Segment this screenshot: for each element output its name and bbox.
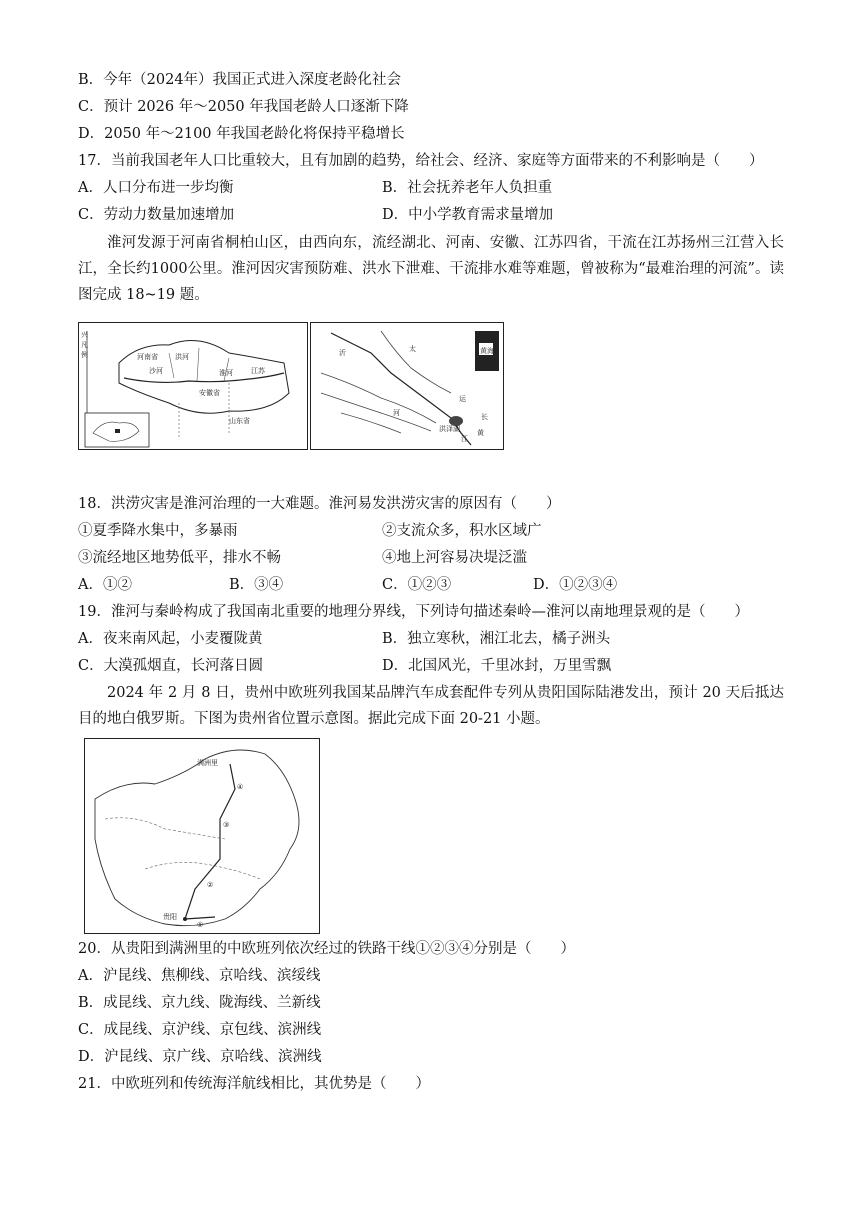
map1-label-he: 河: [393, 409, 400, 417]
map1-label-henan: 河南省: [137, 353, 158, 361]
q17-option-d: D．中小学教育需求量增加: [382, 207, 554, 223]
map1-label-sea: 黄海: [480, 347, 494, 355]
q19-option-d: D．北国风光，千里冰封，万里雪飘: [382, 658, 612, 674]
map1-legend-2: 凡: [81, 341, 88, 349]
q19-stem: 19．淮河与秦岭构成了我国南北重要的地理分界线，下列诗句描述秦岭—淮河以南地理景观的是（ ）: [78, 604, 749, 620]
map2-marker-1: ①: [197, 921, 204, 929]
q20-option-a: A．沪昆线、焦柳线、京哈线、滨绥线: [78, 968, 321, 984]
q17-option-c: C．劳动力数量加速增加: [78, 207, 235, 223]
guizhou-passage: 2024 年 2 月 8 日，贵州中欧班列我国某品牌汽车成套配件专列从贵阳国际陆港发出，预计 20 天后抵达目的地白俄罗斯。下图为贵州省位置示意图。据此完成下面 20-21 小题。: [78, 685, 784, 727]
map1-label-shandong: 山东省: [229, 417, 250, 425]
q16-option-d: D．2050 年～2100 年我国老龄化将保持平稳增长: [78, 126, 405, 142]
q18-stem: 18．洪涝灾害是淮河治理的一大难题。淮河易发洪涝灾害的原因有（ ）: [78, 496, 561, 512]
q20-stem: 20．从贵阳到满洲里的中欧班列依次经过的铁路干线①②③④分别是（ ）: [78, 941, 575, 957]
map2-marker-4: ④: [237, 783, 244, 791]
map1-label-yi: 沂: [339, 349, 346, 357]
map2-label-manzhouli: 满洲里: [197, 759, 218, 767]
china-railway-map: [84, 738, 320, 934]
q18-statement-3: ③流经地区地势低平，排水不畅: [78, 550, 281, 566]
q17-stem: 17．当前我国老年人口比重较大，且有加剧的趋势，给社会、经济、家庭等方面带来的不利影响是（ ）: [78, 153, 764, 169]
q18-option-d: D．①②③④: [533, 577, 618, 593]
map1-label-tai: 太: [409, 345, 416, 353]
q20-option-c: C．成昆线、京沪线、京包线、滨洲线: [78, 1022, 322, 1038]
map1-label-huaihe: 淮河: [219, 369, 233, 377]
q17-option-b: B．社会抚养老年人负担重: [382, 180, 553, 196]
q19-option-b: B．独立寒秋，湘江北去，橘子洲头: [382, 631, 611, 647]
map1-label-yun: 运: [459, 395, 466, 403]
q18-statement-4: ④地上河容易决堤泛滥: [382, 550, 527, 566]
q20-option-d: D．沪昆线、京广线、京哈线、滨洲线: [78, 1049, 322, 1065]
q19-option-c: C．大漠孤烟直，长河落日圆: [78, 658, 264, 674]
q18-option-c: C．①②③: [382, 577, 452, 593]
q16-option-c: C．预计 2026 年～2050 年我国老龄人口逐渐下降: [78, 99, 409, 115]
q20-option-b: B．成昆线、京九线、陇海线、兰新线: [78, 995, 321, 1011]
q17-option-a: A．人口分布进一步均衡: [78, 180, 234, 196]
q19-option-a: A．夜来南风起，小麦覆陇黄: [78, 631, 263, 647]
map1-legend-3: 例: [81, 351, 88, 359]
map2-marker-2: ②: [207, 881, 214, 889]
map1-label-chang: 长: [481, 413, 488, 421]
q18-option-b: B．③④: [229, 577, 284, 593]
huaihe-basin-map: [78, 322, 308, 450]
map1-label-huang: 黄: [477, 429, 484, 437]
q21-stem: 21．中欧班列和传统海洋航线相比，其优势是（ ）: [78, 1076, 430, 1092]
huaihe-river-detail-map: [310, 322, 504, 450]
map1-label-honghe: 洪河: [175, 353, 189, 361]
map1-label-jiangsu: 江苏: [251, 367, 265, 375]
huaihe-passage: 淮河发源于河南省桐柏山区，由西向东，流经湖北、河南、安徽、江苏四省，干流在江苏扬州三江营入长江，全长约1000公里。淮河因灾害预防难、洪水下泄难、干流排水难等难题，曾被称为“最难治理的河流”。读图完成 18~19 题。: [78, 235, 784, 303]
map1-label-shahe: 沙河: [149, 367, 163, 375]
q18-statement-1: ①夏季降水集中，多暴雨: [78, 523, 238, 539]
map1-label-hongzehu: 洪泽湖: [439, 425, 460, 433]
q18-statement-2: ②支流众多，积水区域广: [382, 523, 542, 539]
map1-legend-1: 兴: [81, 331, 88, 339]
map1-label-anhui: 安徽省: [199, 389, 220, 397]
map2-label-guiyang: 贵阳: [163, 913, 177, 921]
q18-option-a: A．①②: [78, 577, 132, 593]
map2-marker-3: ③: [223, 821, 230, 829]
q16-option-b: B．今年（2024年）我国正式进入深度老龄化社会: [78, 72, 402, 88]
map1-label-jiang: 江: [461, 435, 468, 443]
